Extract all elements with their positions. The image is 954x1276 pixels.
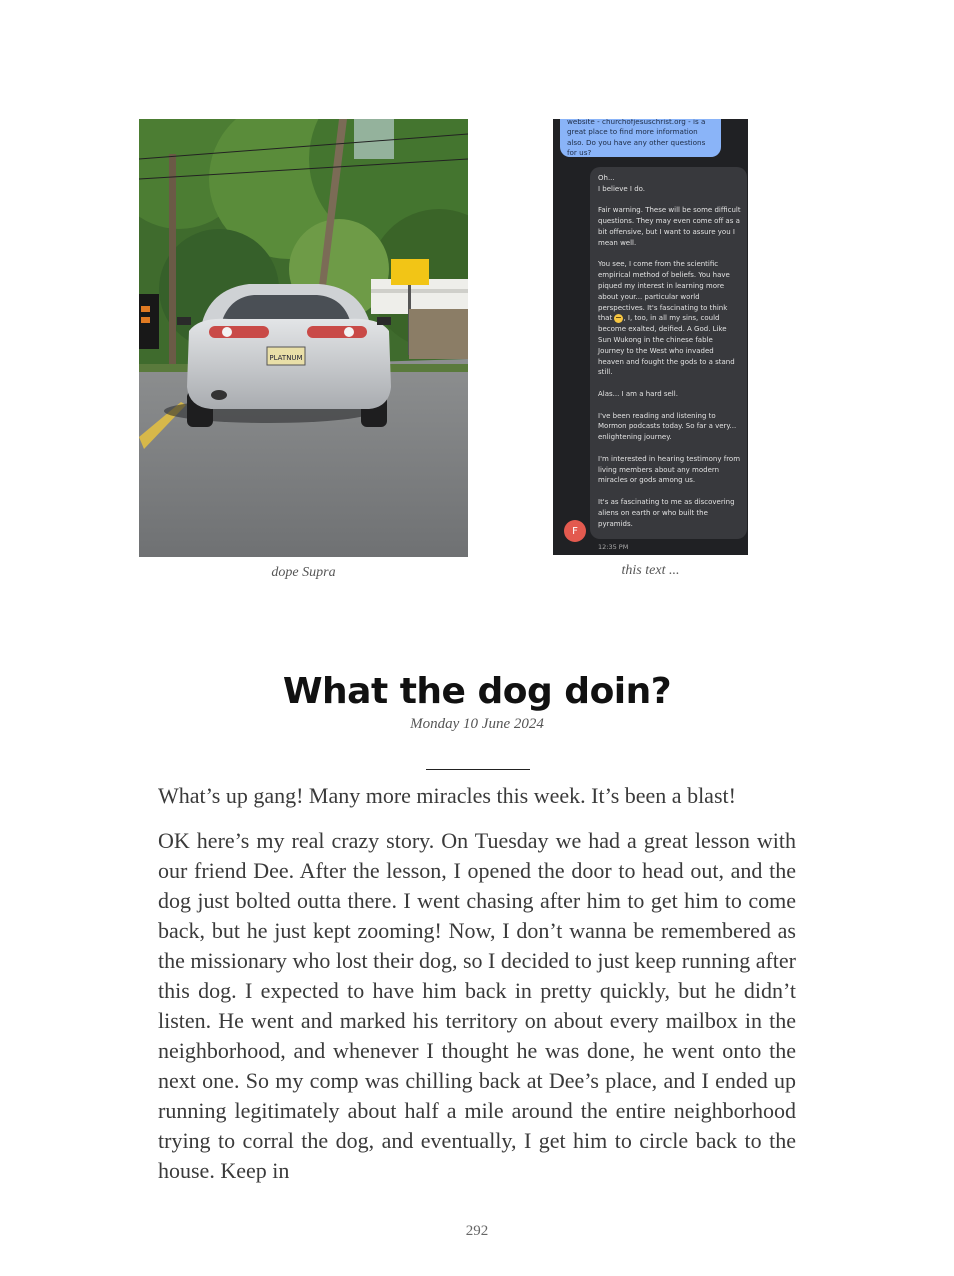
title-divider	[426, 769, 530, 770]
chat-paragraph-part: , I, too, in all my sins, could become exalted, deified. A God. Like Sun Wukong in the chinese fable Journey to the West who invaded heaven and fought the gods to a stand still.	[598, 314, 735, 377]
chat-paragraph: Fair warning. These will be some difficult questions. They may even come off as a bit offensive, but I want to assure you I mean well.	[598, 206, 741, 247]
supra-photo-caption: dope Supra	[271, 565, 336, 580]
outgoing-message-bubble	[590, 167, 747, 539]
chat-paragraph-part: You see, I come from the scientific empirical method of beliefs. You have piqued my interest in learning more about your... particular world perspectives. It's fascinating to think that	[598, 260, 730, 323]
chat-paragraph: It's as fascinating to me as discovering aliens on earth or who built the pyramids.	[598, 497, 735, 528]
chat-paragraph-with-emoji	[598, 259, 741, 378]
incoming-message-text: website - churchofjesuschrist.org - is a great place to find more information also. Do you have any other questions for us?	[567, 119, 706, 158]
page-number: 292	[465, 1223, 489, 1239]
chat-screenshot-caption: this text ...	[621, 563, 680, 578]
article-paragraph: What’s up gang! Many more miracles this week. It’s been a blast!	[158, 783, 736, 808]
incoming-message-bubble	[560, 119, 721, 157]
chat-paragraph: Alas... I am a hard sell.	[598, 389, 678, 398]
chat-paragraph: I've been reading and listening to Mormon podcasts today. So far a very... enlightening journey.	[598, 411, 737, 442]
chat-paragraph: Oh... I believe I do.	[598, 174, 646, 193]
article-body	[158, 781, 796, 1201]
article-paragraph: OK here’s my real crazy story. On Tuesday we had a great lesson with our friend Dee. After the lesson, I opened the door to head out, and the dog just bolted outta there. I went chasing after him to get him to come back, but he just kept zooming! Now, I don’t wanna be remembered as the missionary who lost their dog, so I decided to just keep running after this dog. I expected to have him back in pretty quickly, but he didn’t listen. He went and marked his territory on about every mailbox in the neighborhood, and whenever I thought he was done, he went onto the next one. So my comp was chilling back at Dee’s place, and I ended up running legitimately about half a mile around the entire neighborhood trying to corral the dog, and eventually, I get him to circle back to the house. Keep in	[158, 828, 796, 1183]
supra-photo	[139, 119, 468, 557]
article-date: Monday 10 June 2024	[410, 716, 544, 732]
article-title: What the dog doin?	[282, 671, 672, 712]
chat-screenshot	[553, 119, 748, 555]
license-plate-text: PLATNUM	[269, 354, 303, 362]
chat-paragraph: I'm interested in hearing testimony from living members about any modern miracles or gods among us.	[598, 454, 741, 485]
supra-photo-image	[139, 119, 468, 557]
sender-avatar: F	[564, 520, 586, 542]
message-timestamp: 12:35 PM	[598, 543, 629, 551]
